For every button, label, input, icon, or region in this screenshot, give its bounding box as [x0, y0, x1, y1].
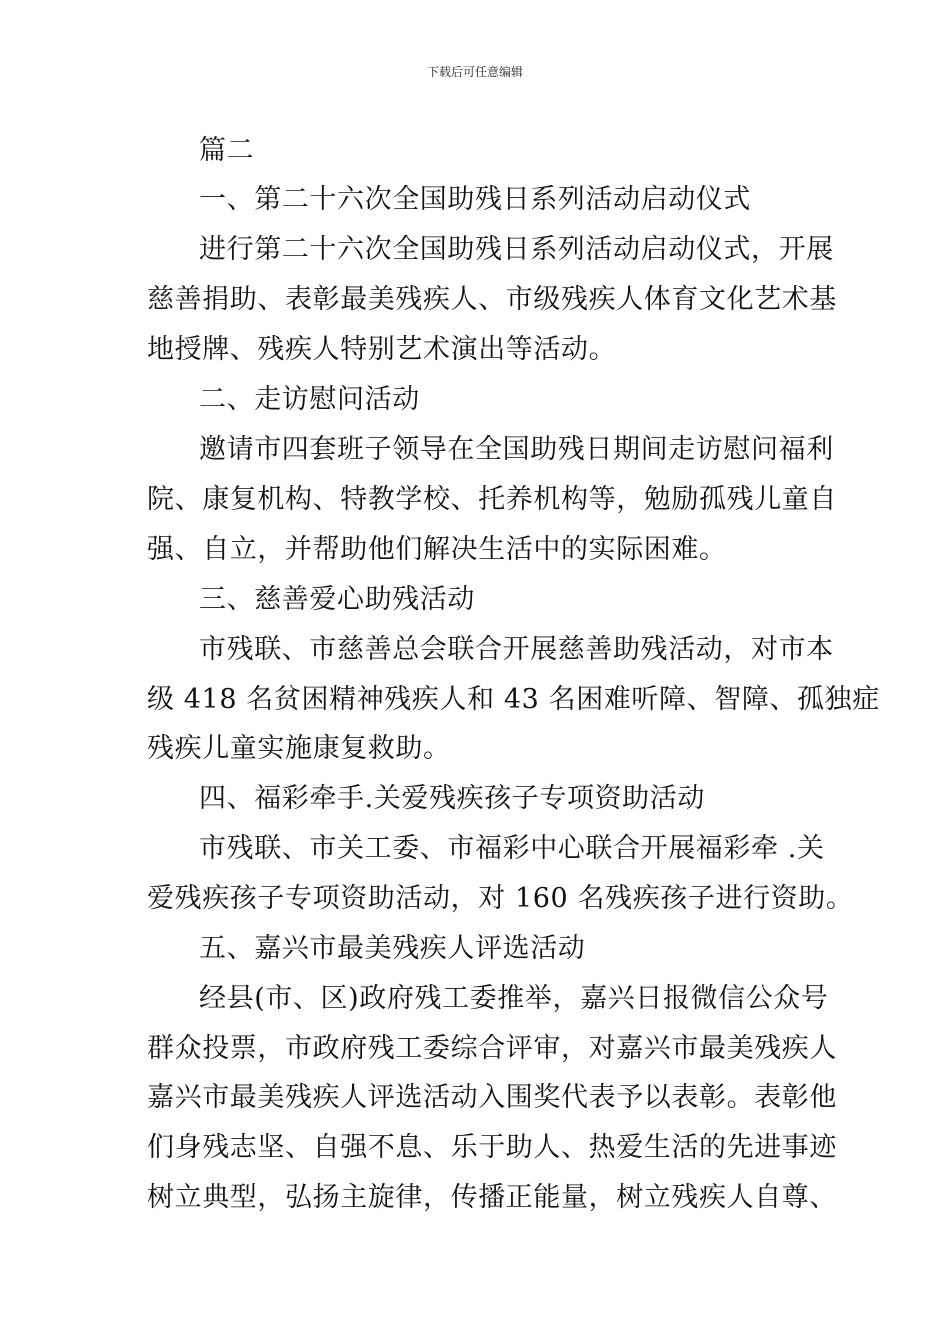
paragraph-line: 树立典型，弘扬主旋律，传播正能量，树立残疾人自尊、 — [147, 1182, 837, 1213]
heading-3: 三、慈善爱心助残活动 — [199, 584, 475, 615]
paragraph-line: 院、康复机构、特教学校、托养机构等，勉励孤残儿童自 — [147, 484, 837, 515]
paragraph-line: 市残联、市关工委、市福彩中心联合开展福彩牵 .关 — [199, 833, 825, 864]
paragraph-line: 级 418 名贫困精神残疾人和 43 名困难听障、智障、孤独症 — [147, 684, 880, 715]
heading-2: 二、走访慰问活动 — [199, 384, 420, 415]
section-title: 篇二 — [199, 135, 255, 166]
paragraph-line: 慈善捐助、表彰最美残疾人、市级残疾人体育文化艺术基 — [147, 284, 837, 315]
heading-1: 一、第二十六次全国助残日系列活动启动仪式 — [199, 184, 751, 215]
paragraph-line: 强、自立，并帮助他们解决生活中的实际困难。 — [147, 534, 727, 565]
paragraph-line: 进行第二十六次全国助残日系列活动启动仪式，开展 — [199, 234, 834, 265]
paragraph-line: 群众投票，市政府残工委综合评审，对嘉兴市最美残疾人 — [147, 1033, 837, 1064]
heading-5: 五、嘉兴市最美残疾人评选活动 — [199, 933, 586, 964]
paragraph-line: 残疾儿童实施康复救助。 — [147, 733, 451, 764]
paragraph-line: 爱残疾孩子专项资助活动，对 160 名残疾孩子进行资助。 — [147, 883, 854, 914]
paragraph-line: 们身残志坚、自强不息、乐于助人、热爱生活的先进事迹 — [147, 1132, 837, 1163]
paragraph-line: 市残联、市慈善总会联合开展慈善助残活动，对市本 — [199, 634, 834, 665]
paragraph-line: 嘉兴市最美残疾人评选活动入围奖代表予以表彰。表彰他 — [147, 1082, 837, 1113]
paragraph-line: 邀请市四套班子领导在全国助残日期间走访慰问福利 — [199, 434, 834, 465]
page-header: 下载后可任意编辑 — [426, 65, 523, 79]
paragraph-line: 地授牌、残疾人特别艺术演出等活动。 — [147, 334, 617, 365]
heading-4: 四、福彩牵手.关爱残疾孩子专项资助活动 — [199, 783, 705, 814]
paragraph-line: 经县(市、区)政府残工委推举，嘉兴日报微信公众号 — [199, 983, 829, 1014]
